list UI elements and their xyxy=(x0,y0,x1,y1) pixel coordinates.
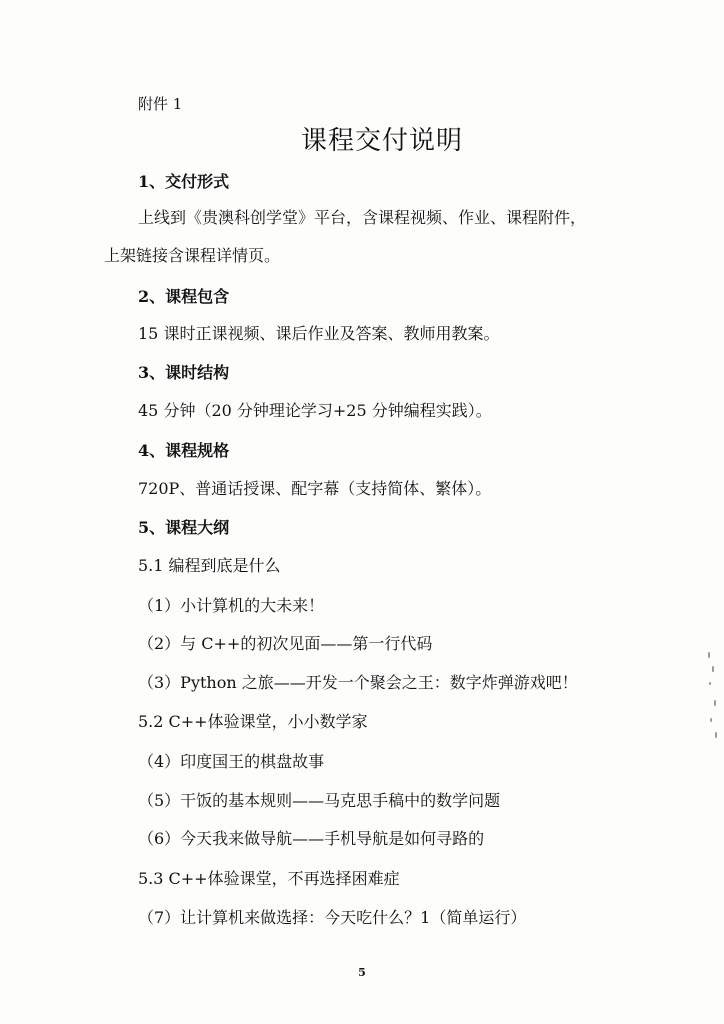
section-paragraph-line: 上线到《贵澳科创学堂》平台，含课程视频、作业、课程附件， xyxy=(138,208,587,227)
outline-item: （2）与 C++的初次见面——第一行代码 xyxy=(138,634,433,653)
outline-item: （6）今天我来做导航——手机导航是如何寻路的 xyxy=(138,829,485,848)
section-heading-lesson-structure: 3、课时结构 xyxy=(138,363,230,382)
outline-subheading: 5.2 C++体验课堂，小小数学家 xyxy=(138,712,368,731)
section-heading-delivery-form: 1、交付形式 xyxy=(138,172,230,191)
page-number: 5 xyxy=(358,966,366,979)
page-title: 课程交付说明 xyxy=(300,126,463,156)
outline-item: （5）干饭的基本规则——马克思手稿中的数学问题 xyxy=(138,791,501,810)
outline-item: （4）印度国王的棋盘故事 xyxy=(138,752,325,771)
annex-label: 附件 1 xyxy=(138,95,183,113)
section-heading-course-contents: 2、课程包含 xyxy=(138,287,230,306)
section-heading-course-outline: 5、课程大纲 xyxy=(138,518,230,537)
section-paragraph-line: 45 分钟（20 分钟理论学习+25 分钟编程实践）。 xyxy=(138,401,492,420)
section-paragraph-line: 上架链接含课程详情页。 xyxy=(104,246,281,265)
outline-item: （7）让计算机来做选择：今天吃什么？1（简单运行） xyxy=(138,908,527,927)
section-paragraph-line: 15 课时正课视频、课后作业及答案、教师用教案。 xyxy=(138,324,500,343)
scan-edge-marks xyxy=(706,652,720,742)
outline-subheading: 5.3 C++体验课堂，不再选择困难症 xyxy=(138,869,400,888)
outline-item: （1）小计算机的大未来！ xyxy=(138,596,325,615)
section-paragraph-line: 720P、普通话授课、配字幕（支持简体、繁体）。 xyxy=(138,479,492,498)
outline-item: （3）Python 之旅——开发一个聚会之王：数字炸弹游戏吧！ xyxy=(138,673,578,692)
section-heading-course-specs: 4、课程规格 xyxy=(138,441,230,460)
outline-subheading: 5.1 编程到底是什么 xyxy=(138,556,281,575)
